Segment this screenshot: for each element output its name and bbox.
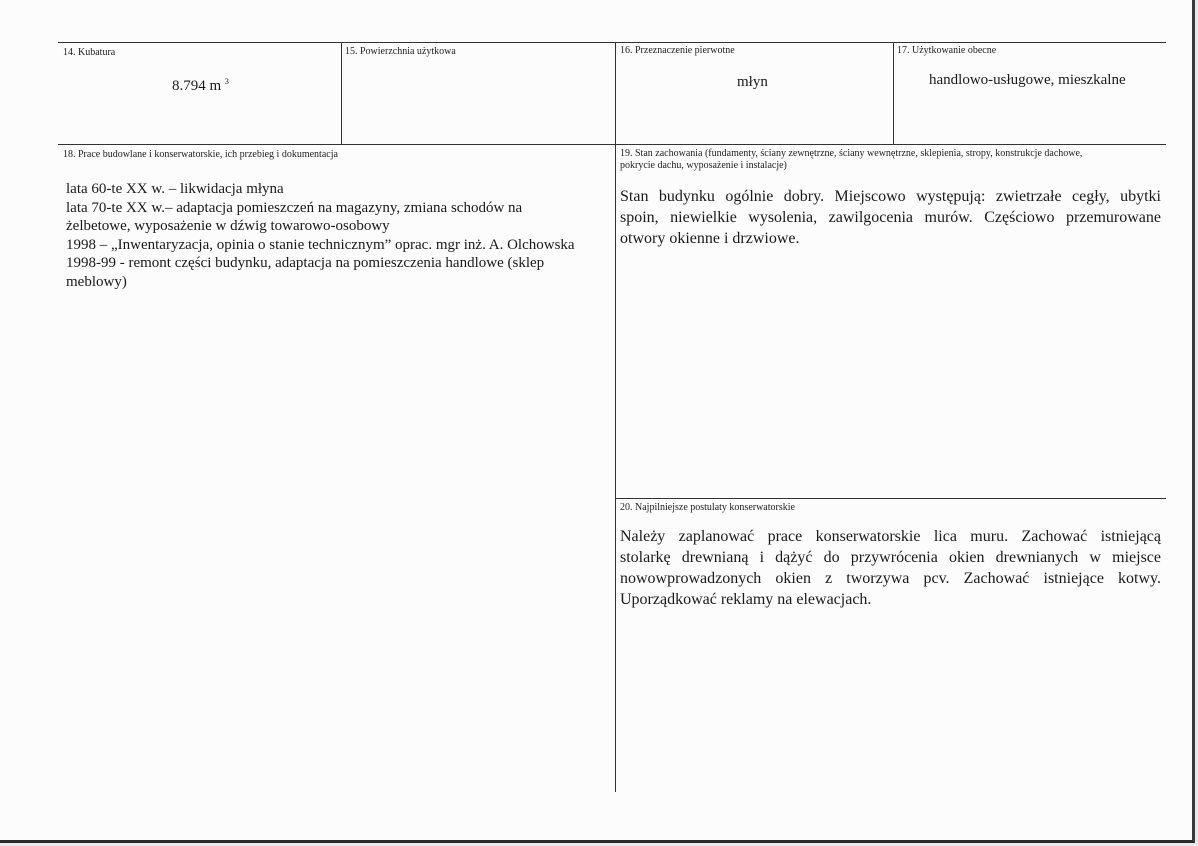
field19-text — [620, 186, 1161, 249]
field16-value: młyn — [737, 74, 768, 90]
top-rule — [58, 42, 1166, 43]
field16-label: 16. Przeznaczenie pierwotne — [620, 45, 735, 56]
field20-label: 20. Najpilniejsze postulaty konserwatorskie — [620, 502, 795, 513]
field18-label: 18. Prace budowlane i konserwatorskie, ich przebieg i dokumentacja — [63, 149, 338, 160]
field20-line: Uporządkować reklamy na elewacjach. — [620, 591, 872, 608]
field19-label-line: pokrycie dachu, wyposażenie i instalacje) — [620, 160, 787, 171]
field19-label-line: 19. Stan zachowania (fundamenty, ściany zewnętrzne, ściany wewnętrzne, sklepienia, stropy, konstrukcje dachowe, — [620, 148, 1083, 159]
divider-16-17 — [893, 42, 894, 144]
field14-value-unit-sup: 3 — [224, 77, 229, 86]
field19-line: Stan budynku ogólnie dobry. Miejscowo występują: zwietrzałe cegły, ubytki — [620, 188, 1161, 205]
field14-value-text: 8.794 m — [172, 78, 222, 94]
field19-line: spoin, niewielkie wysolenia, zawilgocenia murów. Częściowo przemurowane — [620, 209, 1161, 226]
divider-center — [615, 42, 616, 792]
field20-line: Należy zaplanować prace konserwatorskie lica muru. Zachować istniejącą — [620, 528, 1161, 545]
field14-label: 14. Kubatura — [63, 47, 116, 58]
field18-line: 1998-99 - remont części budynku, adaptacja na pomieszczenia handlowe (sklep — [66, 255, 545, 271]
field19-label — [620, 148, 1082, 172]
field18-text — [66, 180, 575, 291]
field19-line: otwory okienne i drzwiowe. — [620, 230, 800, 247]
field20-rule — [616, 498, 1166, 499]
field15-label: 15. Powierzchnia użytkowa — [345, 46, 456, 57]
field18-line: lata 60-te XX w. – likwidacja młyna — [66, 181, 284, 197]
field18-line: 1998 – „Inwentaryzacja, opinia o stanie technicznym” oprac. mgr inż. A. Olchowska — [66, 236, 575, 253]
field18-line: lata 70-te XX w.– adaptacja pomieszczeń na magazyny, zmiana schodów na — [66, 199, 523, 216]
field20-text — [620, 526, 1161, 610]
field20-line: nowowprowadzonych okien z tworzywa pcv. Zachować istniejące kotwy. — [620, 570, 1161, 587]
field18-line: żelbetowe, wyposażenie w dźwig towarowo-osobowy — [66, 218, 390, 234]
field20-line: stolarkę drewnianą i dążyć do przywrócenia okien drewnianych w miejsce — [620, 549, 1161, 566]
divider-14-15 — [341, 42, 342, 144]
field17-value: handlowo-usługowe, mieszkalne — [929, 72, 1126, 88]
field18-line: meblowy) — [66, 273, 127, 290]
field14-value — [172, 77, 229, 95]
middle-rule — [58, 144, 1166, 145]
field17-label: 17. Użytkowanie obecne — [897, 45, 997, 56]
